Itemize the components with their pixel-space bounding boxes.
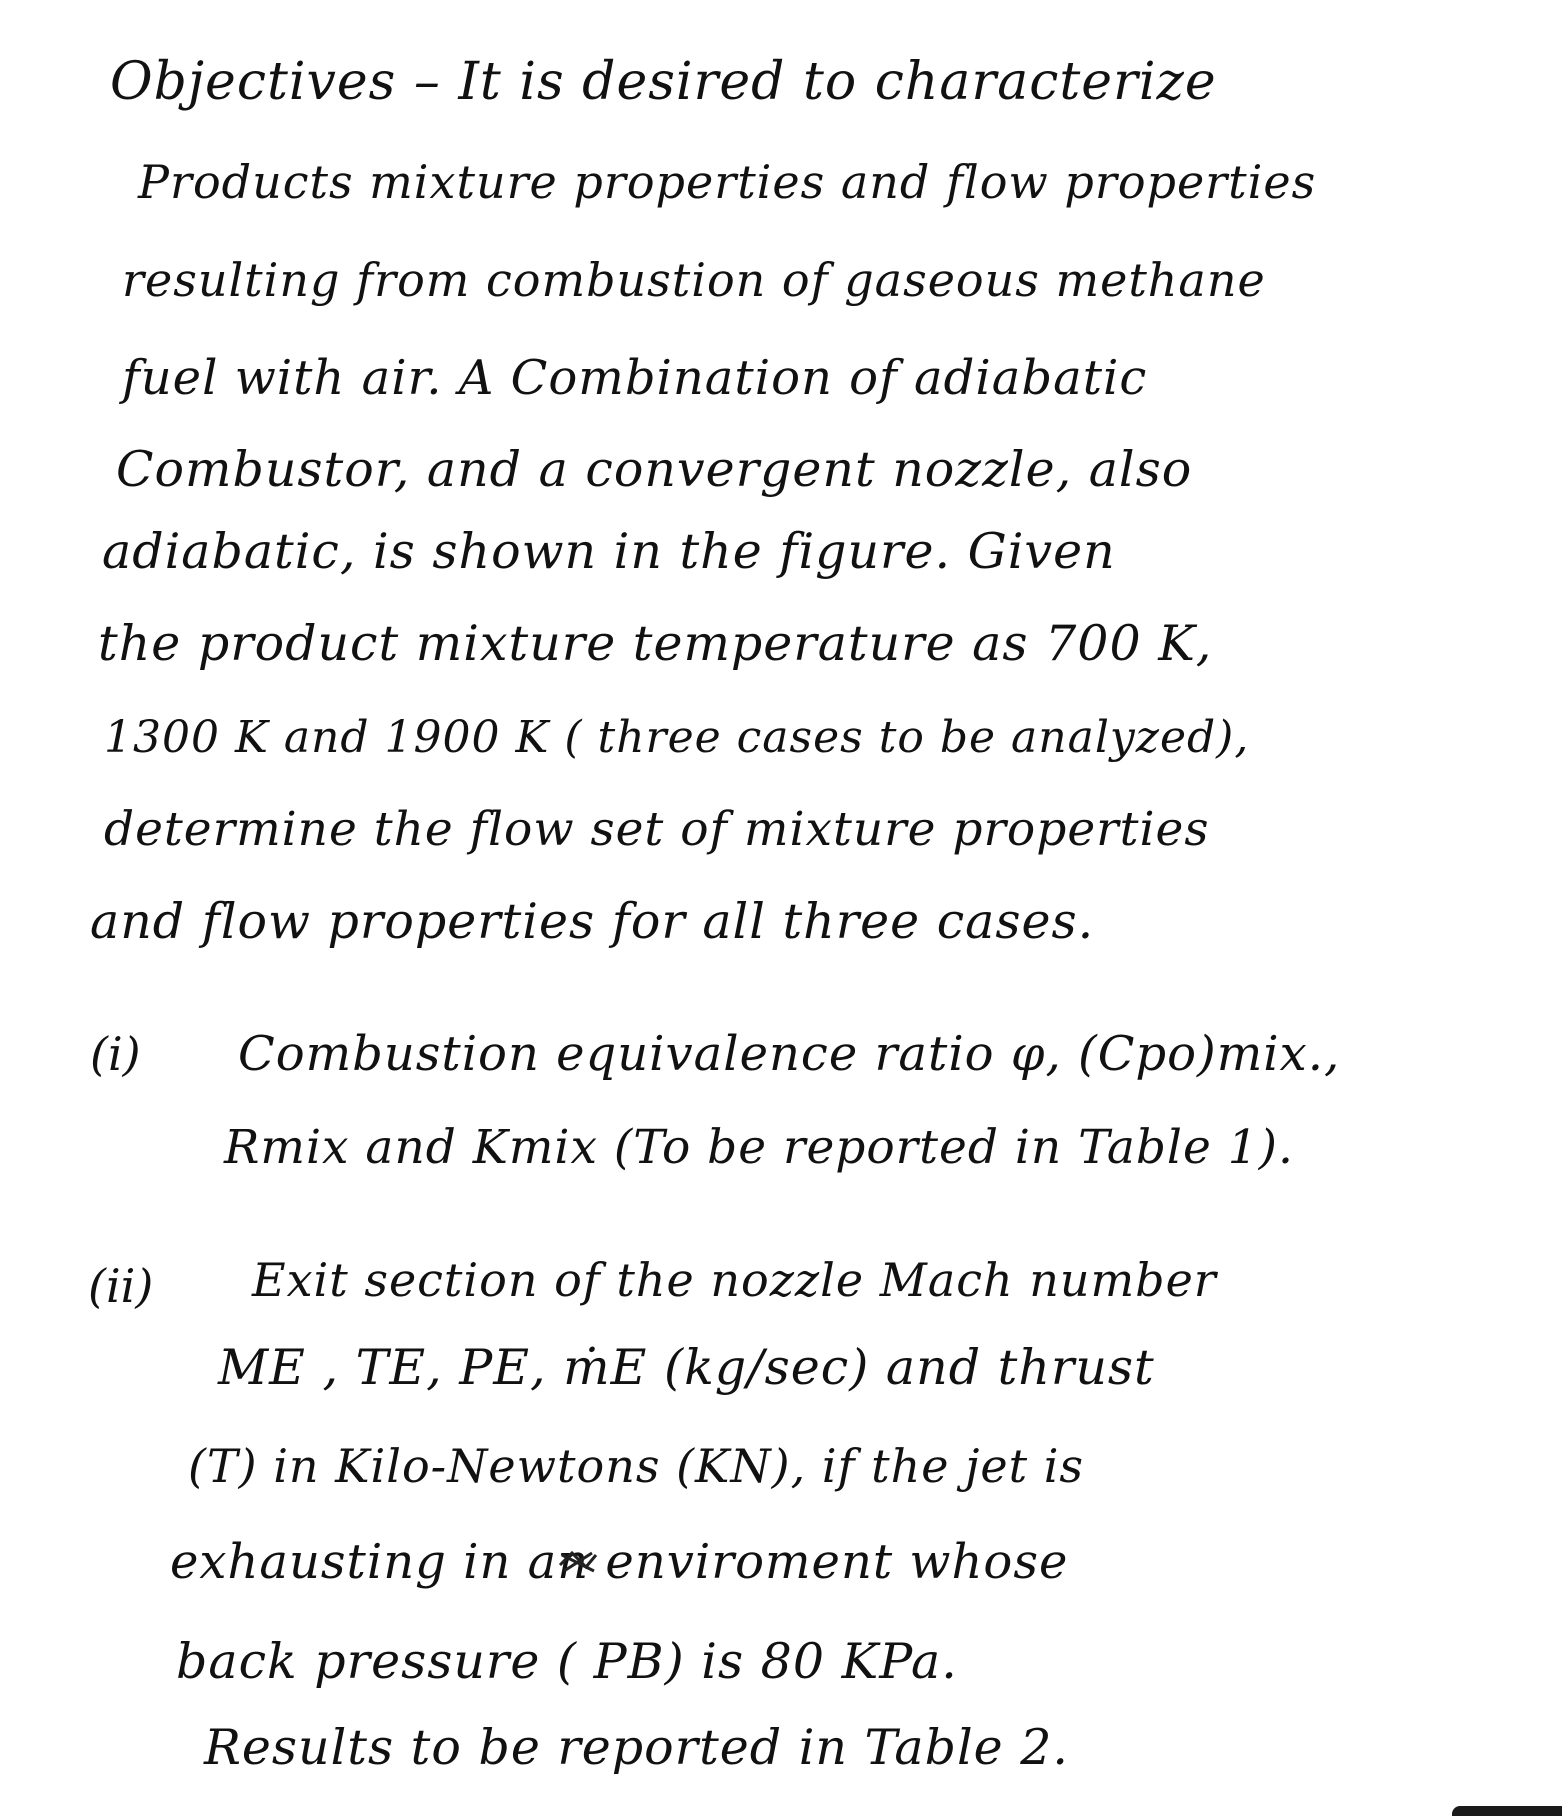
item-ii-line-5: back pressure ( PB) is 80 KPa. <box>176 1633 958 1690</box>
objectives-line-9: determine the flow set of mixture properties <box>104 802 1210 857</box>
objectives-line-4: fuel with air. A Combination of adiabatic <box>122 350 1148 406</box>
item-ii-line-4: exhausting in an enviroment whose <box>170 1534 1069 1590</box>
item-i-line-2: Rmix and Kmix (To be reported in Table 1). <box>224 1120 1294 1175</box>
objectives-line-5: Combustor, and a convergent nozzle, also <box>116 441 1193 498</box>
item-ii-line-1: Exit section of the nozzle Mach number <box>252 1253 1217 1307</box>
objectives-line-10: and flow properties for all three cases. <box>90 893 1095 950</box>
objectives-line-2: Products mixture properties and flow properties <box>138 155 1317 209</box>
objectives-line-1: Objectives – It is desired to characterize <box>110 52 1217 112</box>
item-i-marker: (i) <box>90 1027 141 1081</box>
item-ii-marker: (ii) <box>88 1259 154 1313</box>
crossed-out-scribble <box>558 1547 598 1577</box>
item-ii-line-3: (T) in Kilo-Newtons (KN), if the jet is <box>188 1439 1085 1493</box>
objectives-line-7: the product mixture temperature as 700 K, <box>98 615 1213 672</box>
objectives-line-3: resulting from combustion of gaseous methane <box>122 253 1266 307</box>
objectives-line-8: 1300 K and 1900 K ( three cases to be analyzed), <box>104 712 1250 763</box>
item-ii-line-2: ME , TE, PE, ṁE (kg/sec) and thrust <box>218 1339 1155 1396</box>
item-i-line-1: Combustion equivalence ratio φ, (Cpo)mix., <box>238 1026 1341 1082</box>
item-ii-line-6: Results to be reported in Table 2. <box>204 1719 1069 1776</box>
corner-edge-mark <box>1452 1806 1562 1816</box>
objectives-line-6: adiabatic, is shown in the figure. Given <box>102 523 1116 580</box>
